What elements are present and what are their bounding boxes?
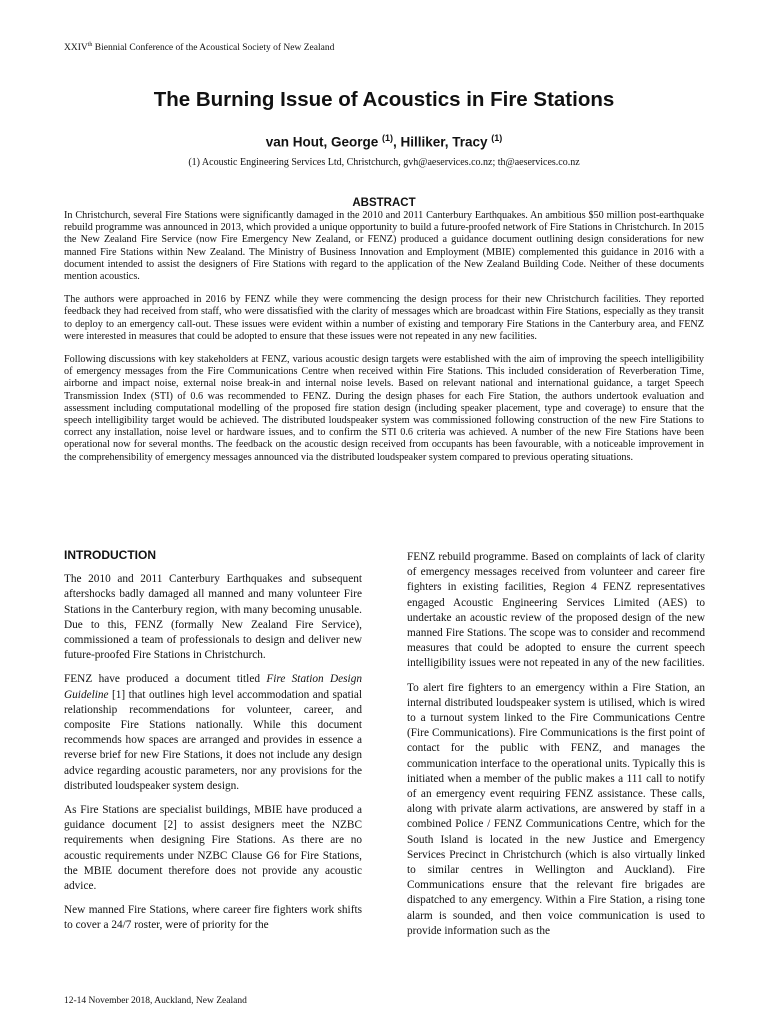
text-run: [1] that outlines high level accommodation and spatial relationship recommendations for volunteer, career, and composite Fire Stations nationally. While this document recommends how spaces are arranged and provides in essence a reverse brief for new Fire Stations, it does not include any design advice regarding acoustic parameters, nor any provisions for the distributed loudspeaker system design. [64,688,362,792]
author-line [0,133,768,150]
right-column [407,550,705,948]
conference-name: Biennial Conference of the Acoustical Society of New Zealand [92,43,335,54]
body-paragraph: The 2010 and 2011 Canterbury Earthquakes and subsequent aftershocks badly damaged all manned and many volunteer Fire Stations in the Canterbury region, with many becoming unusable. Due to this, FENZ (formally New Zealand Fire Service), commissioned a team of professionals to design and deliver new future-proofed Fire Stations in Christchurch. [64,573,362,662]
abstract-paragraph: In Christchurch, several Fire Stations were significantly damaged in the 2010 and 2011 Canterbury Earthquakes. An ambitious $50 million post-earthquake rebuild programme was announced in 2013, which provided a unique opportunity to build a future-proofed network of Fire Stations in Christchurch. In 2015 the New Zealand Fire Service (now Fire Emergency New Zealand, or FENZ) produced a guidance document outlining design considerations for new manned Fire Stations within New Zealand. The Ministry of Business Innovation and Employment (MBIE) complemented this guidance in 2016 with a document intended to assist the designers of Fire Stations with regard to the application of the New Zealand Building Code. Neither of these documents mention acoustics. [64,210,704,283]
body-paragraph [64,672,362,794]
conference-number: XXIV [64,43,88,54]
author-1-affil-mark: (1) [381,133,393,143]
text-run: FENZ have produced a document titled [64,673,267,686]
abstract-body [64,210,704,475]
abstract-heading: ABSTRACT [352,197,416,209]
author-2-affil-mark: (1) [491,133,503,143]
author-1: van Hout, George [265,134,382,150]
body-paragraph: New manned Fire Stations, where career fire fighters work shifts to cover a 24/7 roster, were of priority for the [64,904,362,932]
body-paragraph: To alert fire fighters to an emergency within a Fire Station, an internal distributed loudspeaker system is utilised, which is wired to a turnout system linked to the Fire Communications Centre (Fire Communications). Fire Communications is the first point of contact for the public with FENZ, and manages the communication interface to the operational units. Typically this is initiated when a member of the public makes a 111 call to notify of an emergency event requiring FENZ assistance. These calls, along with private alarm activations, are answered by staff in a combined Police / FENZ Communications Centre, which for the South Island is located in the new Justice and Emergency Services Precinct in Christchurch (which is also virtually linked to similar centres in Wellington and Auckland). Fire Communications ensure that the relevant fire brigades are dispatched to any emergency. Within a Fire Station, a rising tone alarm is sounded, and then voice communication is used to provide information such as the [407,681,705,937]
running-header [64,42,334,53]
body-paragraph: FENZ rebuild programme. Based on complaints of lack of clarity of emergency messages received from volunteer and career fire fighters in existing facilities, Region 4 FENZ representatives engaged Acoustic Engineering Services Limited (AES) to undertake an acoustic review of the proposed design of the new manned Fire Stations. The scope was to consider and recommend measures that could be adopted to ensure the current speech intelligibility issues were not repeated in any of the new facilities. [407,551,705,670]
abstract-paragraph: The authors were approached in 2016 by FENZ while they were commencing the design process for their new Christchurch facilities. They reported feedback they had received from staff, who were dissatisfied with the clarity of messages which are broadcast within Fire Stations, especially as they transit to deploy to an emergency call-out. These issues were evident within a number of existing and temporary Fire Stations in the Canterbury area, and FENZ were interested in measures that could be adopted to ensure that these issues were not repeated in any new facilities. [64,294,704,342]
page-footer: 12-14 November 2018, Auckland, New Zealand [64,996,247,1006]
left-column [64,548,362,943]
conference-ordinal: th [87,42,93,48]
body-paragraph: As Fire Stations are specialist buildings, MBIE have produced a guidance document [2] to assist designers meet the NZBC requirements when designing Fire Stations. As there are no acoustic requirements under NZBC Clause G6 for Fire Stations, the MBIE document therefore does not provide any acoustic advice. [64,804,362,893]
paper-title: The Burning Issue of Acoustics in Fire Stations [153,88,615,111]
affiliation: (1) Acoustic Engineering Services Ltd, Christchurch, gvh@aeservices.co.nz; th@aeservices.co.nz [188,157,580,168]
introduction-heading: INTRODUCTION [64,548,156,562]
document-title-italic: Fire Station Design Guideline [64,673,362,701]
author-2: , Hilliker, Tracy [392,134,492,150]
abstract-paragraph: Following discussions with key stakeholders at FENZ, various acoustic design targets were established with the aim of improving the speech intelligibility of emergency messages from the Fire Communications Centre when received within Fire Stations. This included consideration of Reverberation Time, airborne and impact noise, external noise break-in and internal noise levels. Based on relevant national and international guidance, a target Speech Transmission Index (STI) of 0.6 was recommended to FENZ. During the design phases for each Fire Station, the authors undertook evaluation and assessment including computational modelling of the proposed fire station design (including speaker placement, type and coverage) to ensure that the speech intelligibility target would be achieved. The distributed loudspeaker system was commissioned following construction of the new Fire Stations to correct any installation, noise level or hardware issues, and to confirm the STI 0.6 criteria was achieved. A number of the new Fire Stations have been operational now for several months. The feedback on the acoustic design received from occupants has been favourable, with a noticeable improvement in the comprehensibility of emergency messages announced via the distributed loudspeaker system compared to previous operating situations. [64,354,704,463]
